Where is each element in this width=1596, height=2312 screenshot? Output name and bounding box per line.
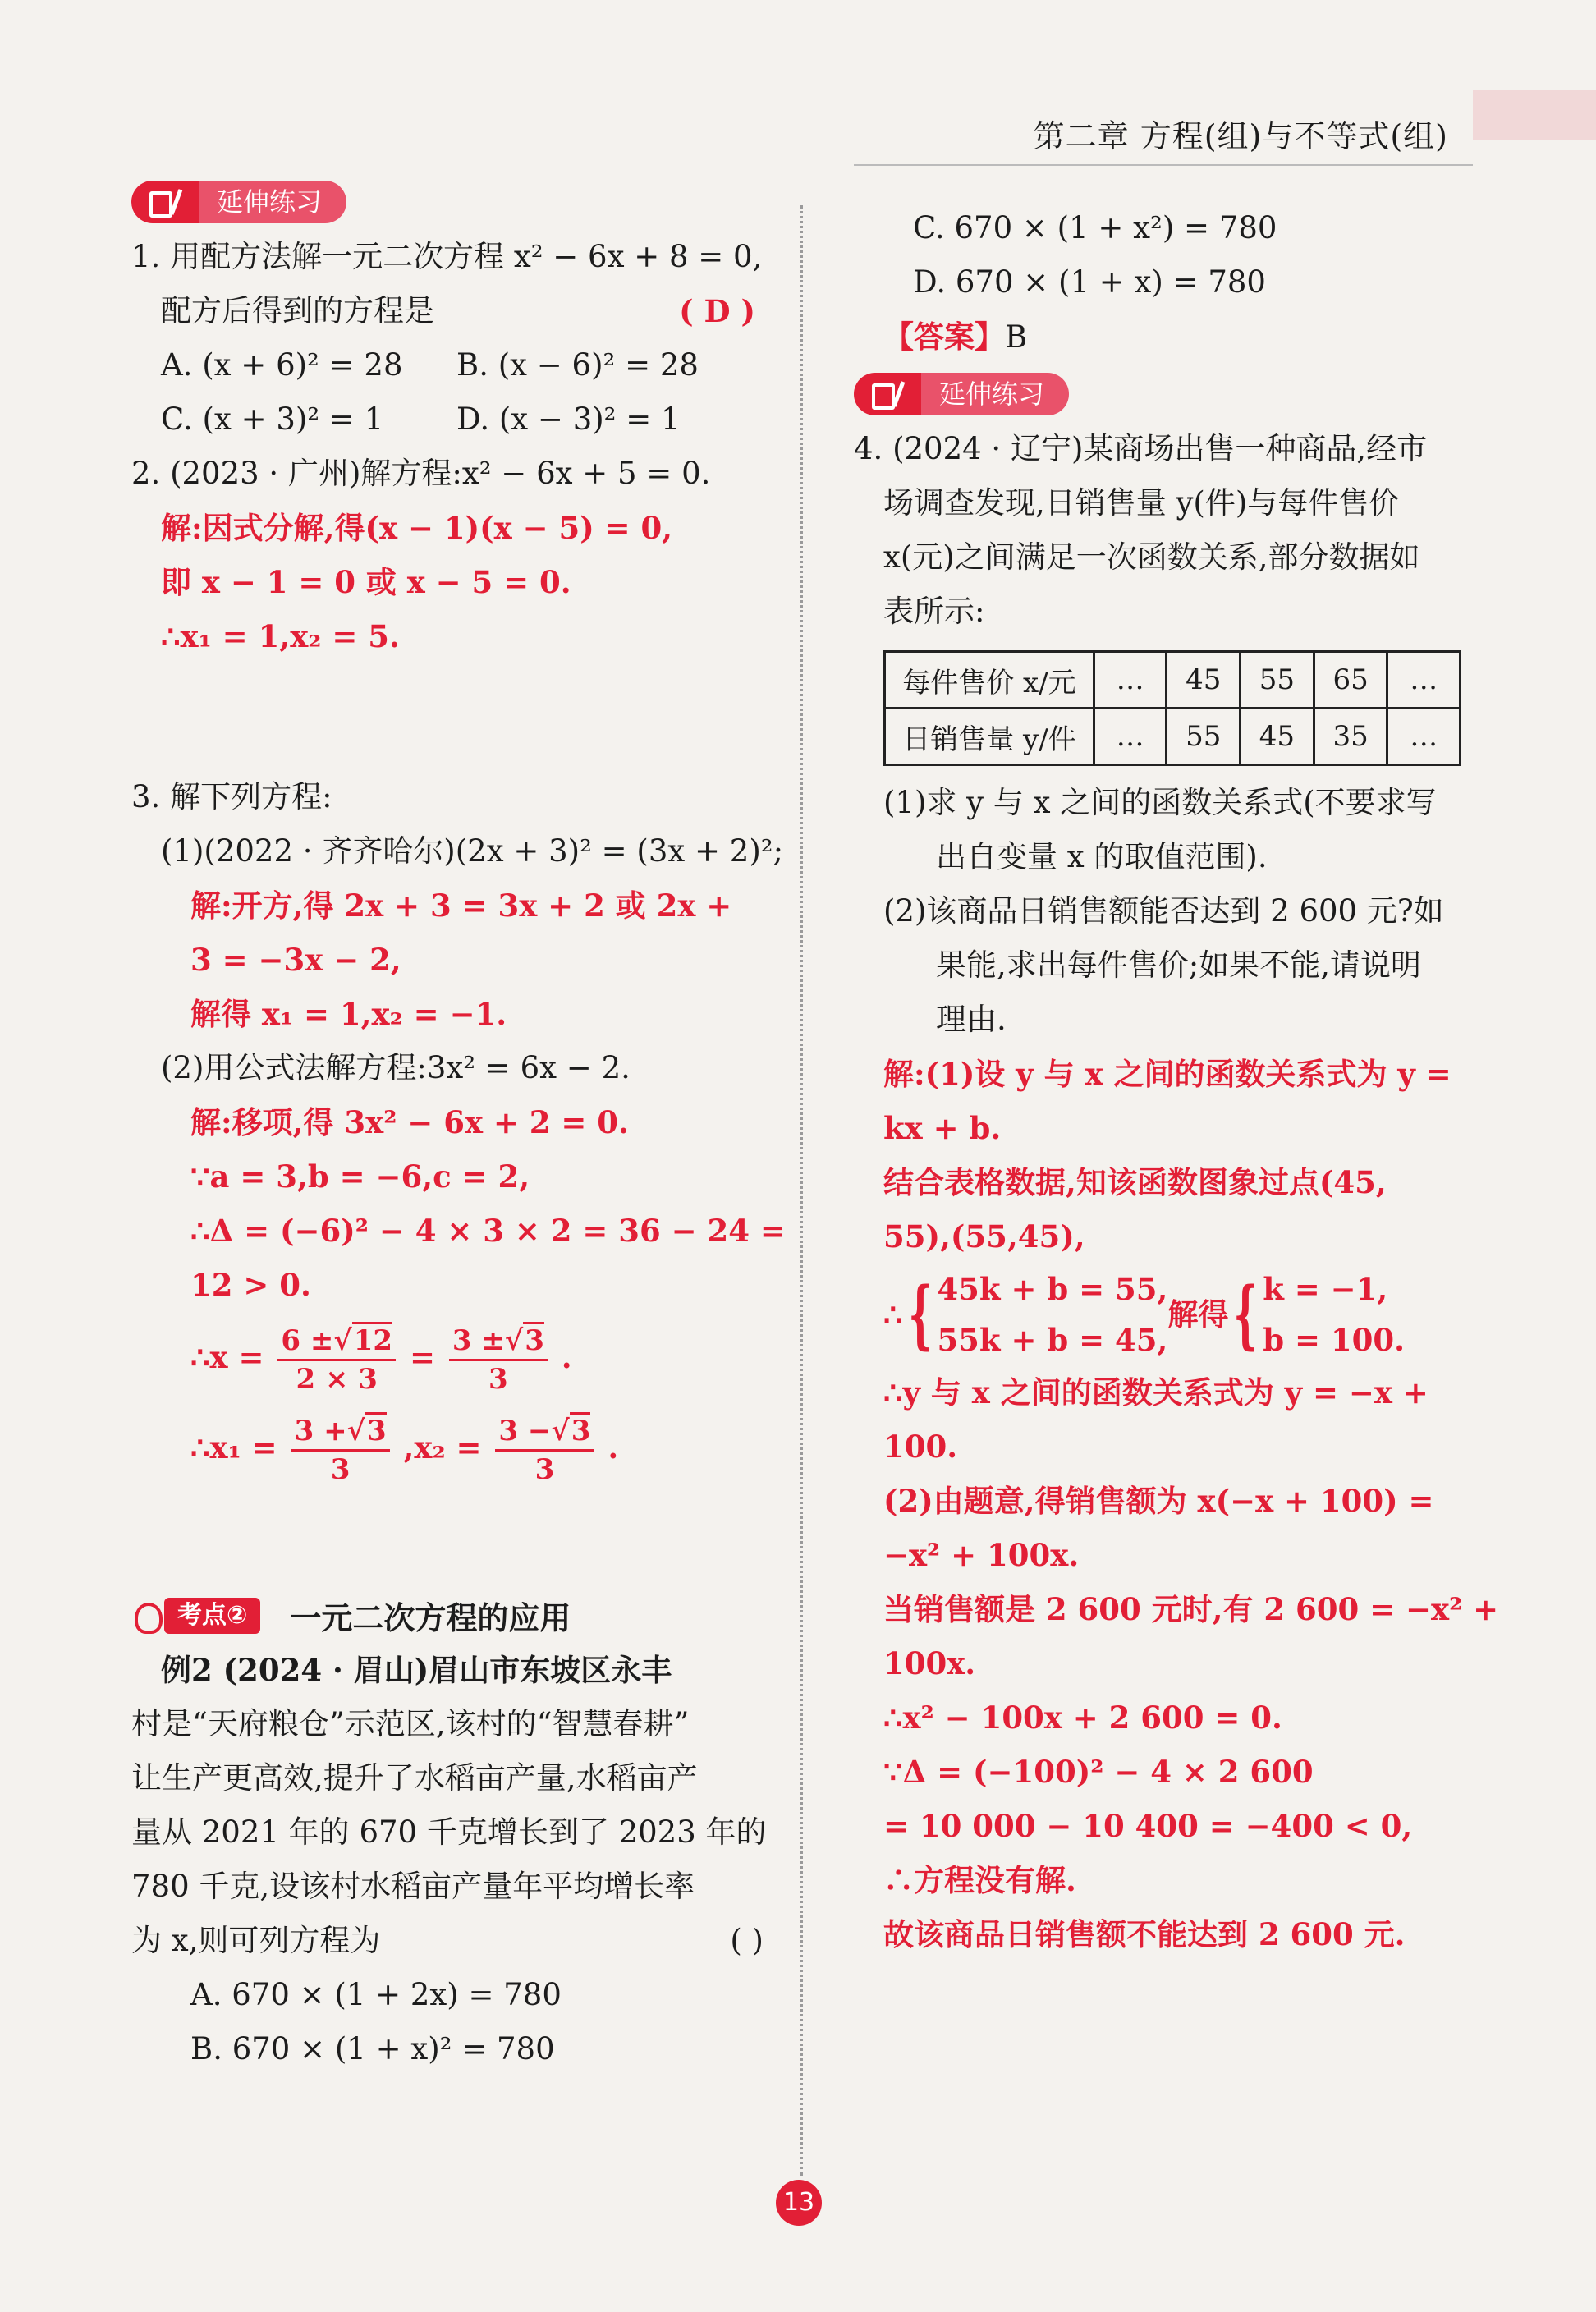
q3-part2-sol2: ∵a = 3,b = −6,c = 2, bbox=[190, 1158, 530, 1195]
column-divider bbox=[800, 205, 803, 2176]
q4-sol-10: 当销售额是 2 600 元时,有 2 600 = −x² + bbox=[883, 1591, 1499, 1627]
q1-stem: 配方后得到的方程是 bbox=[161, 293, 434, 328]
q4-sol-15: ∴方程没有解. bbox=[883, 1862, 1076, 1898]
practice-banner-label: 延伸练习 bbox=[199, 181, 346, 223]
ex2-answer bbox=[854, 310, 1461, 365]
fraction-numerator: 3 −√3 bbox=[495, 1413, 594, 1452]
num-text: 6 ± bbox=[281, 1324, 334, 1357]
fraction bbox=[291, 1413, 390, 1488]
system-result-1: k = −1, bbox=[1263, 1271, 1388, 1307]
answer-label: 【答案】 bbox=[883, 319, 1005, 355]
q4-sol-14: = 10 000 − 10 400 = −400 < 0, bbox=[883, 1808, 1413, 1844]
q3-part2-sol4: 12 > 0. bbox=[190, 1267, 311, 1303]
num-text: 3 + bbox=[294, 1415, 347, 1447]
fraction-denominator: 2 × 3 bbox=[296, 1363, 378, 1396]
q1-option-c: C. (x + 3)² = 1 bbox=[161, 401, 384, 437]
ex2-line3: 让生产更高效,提升了水稻亩产量,水稻亩产 bbox=[131, 1760, 698, 1796]
system-eq-2: 55k + b = 45, bbox=[937, 1322, 1168, 1358]
fraction-numerator: 3 +√3 bbox=[291, 1413, 390, 1452]
num-text: 3 ± bbox=[452, 1324, 505, 1357]
q2-line1: 2. (2023 · 广州)解方程:x² − 6x + 5 = 0. bbox=[131, 456, 711, 491]
num-text: 3 − bbox=[498, 1415, 552, 1447]
sol6-mid: ,x₂ = bbox=[403, 1429, 482, 1466]
q3-part2-sol5 bbox=[131, 1312, 772, 1402]
q1-options-cd bbox=[131, 392, 772, 447]
runner-icon bbox=[131, 1598, 164, 1634]
q3-line1: 3. 解下列方程: bbox=[131, 779, 332, 814]
question-2 bbox=[131, 447, 772, 663]
kaodian-title: 一元二次方程的应用 bbox=[290, 1600, 571, 1636]
table-cell: 65 bbox=[1314, 652, 1387, 709]
spacer bbox=[131, 663, 772, 770]
corner-stamp bbox=[1473, 90, 1596, 140]
question-3 bbox=[131, 770, 786, 1493]
q4-sol-3: 结合表格数据,知该函数图象过点(45, bbox=[883, 1164, 1387, 1200]
q4-line2: 场调查发现,日销售量 y(件)与每件售价 bbox=[883, 485, 1400, 521]
solve-word: 解得 bbox=[1167, 1296, 1229, 1333]
practice-banner-2 bbox=[854, 373, 1069, 415]
fraction-numerator: 6 ±√12 bbox=[277, 1323, 396, 1361]
ex2-line1: 例2 (2024 · 眉山)眉山市东坡区永丰 bbox=[161, 1652, 672, 1688]
equation-system bbox=[937, 1264, 1167, 1365]
system-eq-1: 45k + b = 55, bbox=[937, 1271, 1168, 1307]
q3-part2-sol6 bbox=[131, 1402, 772, 1493]
sol6-prefix: ∴x₁ = bbox=[190, 1429, 277, 1466]
q4-line4: 表所示: bbox=[883, 594, 985, 629]
sol5-prefix: ∴ bbox=[883, 1296, 903, 1333]
fraction-denominator: 3 bbox=[534, 1453, 555, 1486]
radicand: 3 bbox=[365, 1412, 387, 1447]
fraction-numerator: 3 ±√3 bbox=[449, 1323, 548, 1361]
q4-sol-9: −x² + 100x. bbox=[883, 1537, 1080, 1573]
table-cell: 45 bbox=[1167, 652, 1241, 709]
left-column bbox=[131, 172, 786, 2076]
table-cell: … bbox=[1094, 709, 1167, 765]
q1-options-ab bbox=[131, 338, 772, 392]
spacer bbox=[131, 1493, 772, 1583]
ex2-line2: 村是“天府粮仓”示范区,该村的“智慧春耕” bbox=[131, 1706, 690, 1741]
notebook-icon bbox=[131, 181, 199, 223]
notebook-icon bbox=[854, 373, 921, 415]
q4-part1a: (1)求 y 与 x 之间的函数关系式(不要求写 bbox=[883, 785, 1437, 820]
radicand: 3 bbox=[570, 1412, 591, 1447]
q1-option-d: D. (x − 3)² = 1 bbox=[456, 401, 681, 437]
header-rule bbox=[854, 164, 1473, 166]
q4-part2c: 理由. bbox=[936, 1002, 1007, 1037]
solution-system bbox=[1263, 1264, 1405, 1365]
q4-sol-2: kx + b. bbox=[883, 1110, 1002, 1146]
q2-solution-1: 解:因式分解,得(x − 1)(x − 5) = 0, bbox=[161, 510, 673, 546]
q3-part1: (1)(2022 · 齐齐哈尔)(2x + 3)² = (3x + 2)²; bbox=[161, 833, 784, 869]
q1-option-a: A. (x + 6)² = 28 bbox=[161, 347, 403, 383]
right-column bbox=[854, 201, 1499, 1961]
q4-sol-16: 故该商品日销售额不能达到 2 600 元. bbox=[883, 1916, 1406, 1952]
table-cell: 35 bbox=[1314, 709, 1387, 765]
q3-part2-sol3: ∴Δ = (−6)² − 4 × 3 × 2 = 36 − 24 = bbox=[190, 1213, 786, 1249]
q4-sol-11: 100x. bbox=[883, 1645, 976, 1681]
table-cell: … bbox=[1387, 709, 1461, 765]
ex2-option-c: C. 670 × (1 + x²) = 780 bbox=[913, 210, 1277, 245]
ex2-line5: 780 千克,设该村水稻亩产量年平均增长率 bbox=[131, 1869, 695, 1904]
q2-solution-2: 即 x − 1 = 0 或 x − 5 = 0. bbox=[161, 564, 571, 600]
ex2-option-b: B. 670 × (1 + x)² = 780 bbox=[190, 2031, 555, 2067]
q2-solution-3: ∴x₁ = 1,x₂ = 5. bbox=[161, 618, 400, 654]
ex2-option-a: A. 670 × (1 + 2x) = 780 bbox=[190, 1977, 562, 2012]
q4-sol-13: ∵Δ = (−100)² − 4 × 2 600 bbox=[883, 1754, 1314, 1790]
q4-sol-8: (2)由题意,得销售额为 x(−x + 100) = bbox=[883, 1483, 1434, 1519]
table-cell: 日销售量 y/件 bbox=[885, 709, 1094, 765]
period: . bbox=[561, 1339, 572, 1375]
table-row bbox=[885, 709, 1461, 765]
radicand: 3 bbox=[523, 1322, 544, 1357]
q4-line3: x(元)之间满足一次函数关系,部分数据如 bbox=[883, 539, 1420, 575]
q1-option-b: B. (x − 6)² = 28 bbox=[456, 347, 699, 383]
sol5-prefix: ∴x = bbox=[190, 1339, 264, 1375]
fraction bbox=[495, 1413, 594, 1488]
page-number: 13 bbox=[776, 2180, 822, 2226]
q4-sol-4: 55),(55,45), bbox=[883, 1218, 1085, 1255]
fraction-denominator: 3 bbox=[488, 1363, 508, 1396]
period: . bbox=[608, 1429, 619, 1466]
price-sales-table bbox=[883, 650, 1461, 766]
equals-sign: = bbox=[409, 1339, 435, 1375]
fraction bbox=[449, 1323, 548, 1397]
q4-part2b: 果能,求出每件售价;如果不能,请说明 bbox=[936, 947, 1421, 983]
q3-part1-sol1: 解:开方,得 2x + 3 = 3x + 2 或 2x + bbox=[190, 888, 732, 924]
ex2-stem-end: 为 x,则可列方程为 bbox=[131, 1923, 381, 1958]
fraction-denominator: 3 bbox=[330, 1453, 351, 1486]
table-cell: 45 bbox=[1241, 709, 1314, 765]
q1-answer: ( D ) bbox=[679, 293, 755, 329]
example-2 bbox=[131, 1643, 772, 2076]
table-cell: … bbox=[1387, 652, 1461, 709]
practice-banner bbox=[131, 181, 346, 223]
q3-part2: (2)用公式法解方程:3x² = 6x − 2. bbox=[161, 1050, 631, 1085]
ex2-line4: 量从 2021 年的 670 千克增长到了 2023 年的 bbox=[131, 1814, 767, 1850]
radicand: 12 bbox=[352, 1322, 392, 1357]
ex2-line6 bbox=[131, 1914, 772, 1968]
q4-sol-6: ∴y 与 x 之间的函数关系式为 y = −x + bbox=[883, 1374, 1429, 1411]
ex2-answer-paren: ( ) bbox=[730, 1923, 764, 1958]
q3-part1-sol3: 解得 x₁ = 1,x₂ = −1. bbox=[190, 996, 507, 1032]
q4-sol-7: 100. bbox=[883, 1429, 958, 1465]
fraction bbox=[277, 1323, 396, 1397]
left-brace-icon: { bbox=[908, 1271, 932, 1358]
answer-value: B bbox=[1005, 319, 1028, 355]
system-result-2: b = 100. bbox=[1263, 1322, 1405, 1358]
left-brace-icon: { bbox=[1233, 1271, 1258, 1358]
q4-part1b: 出自变量 x 的取值范围). bbox=[936, 839, 1268, 874]
q4-sol-1: 解:(1)设 y 与 x 之间的函数关系式为 y = bbox=[883, 1056, 1452, 1092]
q1-line1: 1. 用配方法解一元二次方程 x² − 6x + 8 = 0, bbox=[131, 239, 763, 274]
table-cell: 每件售价 x/元 bbox=[885, 652, 1094, 709]
table-cell: 55 bbox=[1167, 709, 1241, 765]
q4-sol-12: ∴x² − 100x + 2 600 = 0. bbox=[883, 1700, 1282, 1736]
q3-part2-sol1: 解:移项,得 3x² − 6x + 2 = 0. bbox=[190, 1104, 629, 1140]
kaodian-heading bbox=[131, 1593, 571, 1638]
question-4 bbox=[854, 422, 1499, 1961]
question-1 bbox=[131, 230, 772, 447]
q4-part2a: (2)该商品日销售额能否达到 2 600 元?如 bbox=[883, 893, 1444, 929]
ex2-option-d: D. 670 × (1 + x) = 780 bbox=[913, 264, 1266, 300]
q1-line2 bbox=[131, 284, 772, 338]
table-row bbox=[885, 652, 1461, 709]
practice-banner-label: 延伸练习 bbox=[921, 373, 1069, 415]
q3-part1-sol2: 3 = −3x − 2, bbox=[190, 942, 401, 978]
q4-line1: 4. (2024 · 辽宁)某商场出售一种商品,经市 bbox=[854, 431, 1428, 466]
chapter-header: 第二章 方程(组)与不等式(组) bbox=[1033, 118, 1448, 154]
table-cell: … bbox=[1094, 652, 1167, 709]
kaodian-label: 考点② bbox=[164, 1598, 260, 1634]
table-cell: 55 bbox=[1241, 652, 1314, 709]
q4-sol-5 bbox=[854, 1264, 1405, 1365]
